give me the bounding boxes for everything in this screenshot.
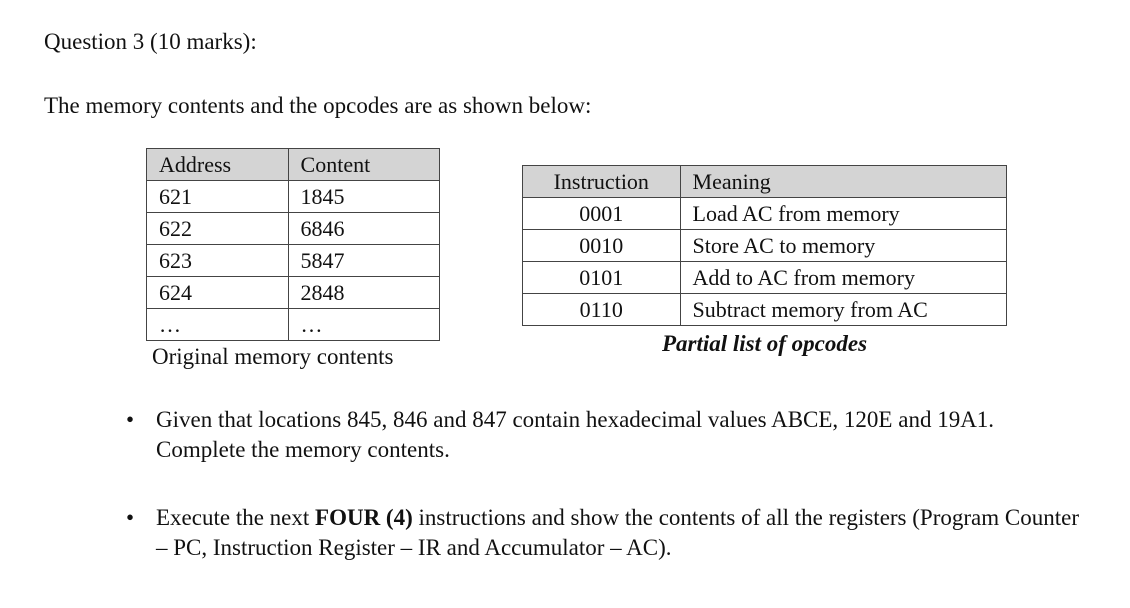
- memory-address: 622: [147, 213, 289, 245]
- memory-address: …: [147, 309, 289, 341]
- memory-row: [147, 245, 440, 277]
- bullet-icon: •: [126, 407, 135, 432]
- opcode-row: [523, 230, 1007, 262]
- task-text: Given that locations 845, 846 and 847 contain hexadecimal values ABCE, 120E and 19A1. Complete the memory contents.: [156, 407, 995, 462]
- memory-content: …: [288, 309, 439, 341]
- memory-row: [147, 309, 440, 341]
- opcode-header-meaning: Meaning: [680, 166, 1006, 198]
- question-intro: The memory contents and the opcodes are as shown below:: [44, 93, 592, 118]
- bullet-icon: •: [126, 505, 135, 530]
- opcode-table: [522, 165, 1007, 326]
- memory-header-content: Content: [288, 149, 439, 181]
- memory-content: 1845: [288, 181, 439, 213]
- memory-content: 6846: [288, 213, 439, 245]
- task-text-post: instructions and show the contents of all the registers (Program Counter – PC, Instruction Register – IR and Accumulator – AC).: [156, 505, 1079, 560]
- task-item: [120, 405, 1080, 465]
- task-item: [120, 503, 1080, 563]
- opcode-meaning: Subtract memory from AC: [680, 294, 1006, 326]
- opcode-header-instruction: Instruction: [523, 166, 681, 198]
- memory-row: [147, 277, 440, 309]
- task-list: [120, 405, 1080, 563]
- memory-table: [146, 148, 440, 341]
- opcode-instruction: 0010: [523, 230, 681, 262]
- opcode-table-caption: Partial list of opcodes: [661, 331, 868, 356]
- memory-header-row: [147, 149, 440, 181]
- memory-row: [147, 213, 440, 245]
- memory-content: 2848: [288, 277, 439, 309]
- opcode-row: [523, 198, 1007, 230]
- task-text-emphasis: FOUR (4): [315, 505, 413, 530]
- opcode-instruction: 0001: [523, 198, 681, 230]
- opcode-header-row: [523, 166, 1007, 198]
- memory-address: 621: [147, 181, 289, 213]
- opcode-meaning: Load AC from memory: [680, 198, 1006, 230]
- memory-address: 624: [147, 277, 289, 309]
- memory-address: 623: [147, 245, 289, 277]
- question-title: Question 3 (10 marks):: [44, 29, 257, 54]
- opcode-row: [523, 294, 1007, 326]
- opcode-instruction: 0110: [523, 294, 681, 326]
- memory-row: [147, 181, 440, 213]
- opcode-instruction: 0101: [523, 262, 681, 294]
- opcode-meaning: Add to AC from memory: [680, 262, 1006, 294]
- memory-content: 5847: [288, 245, 439, 277]
- memory-table-caption: Original memory contents: [152, 344, 394, 369]
- task-text-pre: Execute the next: [156, 505, 316, 530]
- opcode-meaning: Store AC to memory: [680, 230, 1006, 262]
- opcode-row: [523, 262, 1007, 294]
- memory-header-address: Address: [147, 149, 289, 181]
